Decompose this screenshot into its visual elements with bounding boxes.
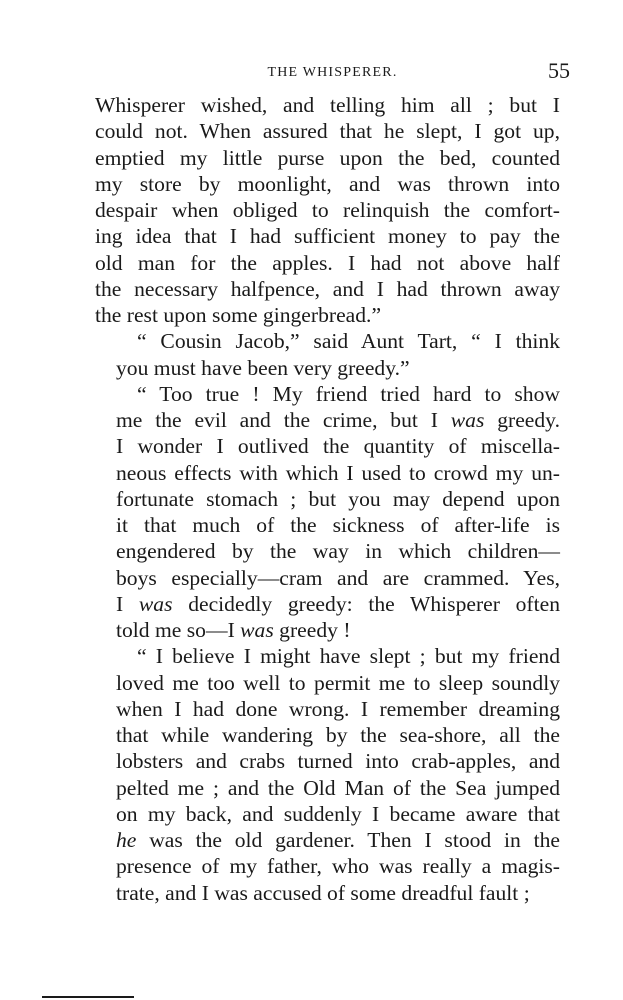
text-line — [95, 197, 560, 223]
text-line — [95, 591, 560, 617]
text-run: pelted me ; and the Old Man of the Sea jumped — [116, 775, 560, 800]
footer-rule — [42, 996, 134, 998]
text-line — [95, 643, 560, 669]
text-run: fortunate stomach ; but you may depend upon — [116, 486, 560, 511]
text-run: me the evil and the crime, but I — [116, 408, 451, 432]
text-run: that while wandering by the sea-shore, all the — [116, 723, 560, 747]
text-run: was the old gardener. Then I stood in the — [136, 828, 560, 852]
italic-text: was — [450, 408, 485, 432]
text-line — [95, 118, 560, 144]
text-line — [95, 302, 560, 328]
running-head — [95, 58, 570, 84]
text-run: when I had done wrong. I remember dreaming — [116, 696, 560, 721]
text-line — [95, 145, 560, 171]
text-line — [95, 433, 560, 459]
text-line — [95, 171, 560, 197]
text-line — [95, 407, 560, 433]
paragraph — [95, 328, 560, 381]
text-run: despair when obliged to relinquish the comfort- — [95, 198, 560, 222]
text-run: “ I believe I might have slept ; but my friend — [137, 644, 560, 669]
text-run: neous effects with which I used to crowd my un- — [116, 460, 560, 485]
text-run: boys especially—cram and are crammed. Yes, — [116, 565, 560, 590]
text-line — [95, 223, 560, 249]
text-run: I wonder I outlived the quantity of miscella- — [116, 434, 560, 459]
text-line — [95, 801, 560, 827]
text-line — [95, 460, 560, 486]
text-run: greedy ! — [273, 618, 351, 642]
text-run: Whisperer wished, and telling him all ; but I — [95, 93, 560, 117]
paragraph — [95, 381, 560, 644]
text-line — [95, 355, 560, 381]
body-text — [95, 92, 560, 906]
text-run: the rest upon some gingerbread.” — [95, 303, 382, 327]
italic-text: was — [138, 591, 173, 616]
text-line — [95, 328, 560, 354]
text-run: you must have been very greedy.” — [116, 355, 410, 380]
text-line — [95, 617, 560, 643]
text-run: lobsters and crabs turned into crab-apples, and — [116, 749, 560, 774]
text-line — [95, 512, 560, 538]
text-line — [95, 880, 560, 906]
text-line — [95, 538, 560, 564]
text-run: ing idea that I had sufficient money to pay the — [95, 224, 560, 249]
text-run: trate, and I was accused of some dreadful fault ; — [116, 880, 530, 905]
italic-text: was — [240, 618, 274, 642]
paragraph — [95, 92, 560, 328]
text-run: loved me too well to permit me to sleep soundly — [116, 670, 560, 695]
italic-text: he — [116, 828, 137, 852]
text-line — [95, 276, 560, 302]
text-run: told me so—I — [116, 618, 241, 642]
running-title: THE WHISPERER. — [267, 65, 398, 80]
text-run: “ Cousin Jacob,” said Aunt Tart, “ I think — [137, 329, 560, 354]
text-line — [95, 853, 560, 879]
text-run: emptied my little purse upon the bed, counted — [95, 145, 560, 170]
paragraph — [95, 643, 560, 906]
text-line — [95, 565, 560, 591]
text-run: my store by moonlight, and was thrown into — [95, 171, 560, 196]
text-line — [95, 250, 560, 276]
text-run: could not. When assured that he slept, I got up, — [95, 119, 560, 144]
text-line — [95, 775, 560, 801]
text-run: on my back, and suddenly I became aware that — [116, 801, 560, 826]
text-run: decidedly greedy: the Whisperer often — [172, 591, 561, 616]
text-run: the necessary halfpence, and I had thrown away — [95, 276, 560, 301]
text-run: “ Too true ! My friend tried hard to show — [137, 381, 560, 406]
text-line — [95, 722, 560, 748]
text-run: old man for the apples. I had not above half — [95, 250, 560, 275]
page-number: 55 — [548, 58, 570, 83]
text-line — [95, 381, 560, 407]
text-run: engendered by the way in which children— — [116, 539, 560, 564]
text-line — [95, 486, 560, 512]
text-run: greedy. — [484, 408, 560, 432]
text-run: presence of my father, who was really a magis- — [116, 854, 560, 879]
text-line — [95, 827, 560, 853]
text-line — [95, 696, 560, 722]
text-line — [95, 748, 560, 774]
text-line — [95, 92, 560, 118]
text-run: it that much of the sickness of after-life is — [116, 513, 560, 537]
text-run: I — [116, 591, 139, 616]
text-line — [95, 670, 560, 696]
